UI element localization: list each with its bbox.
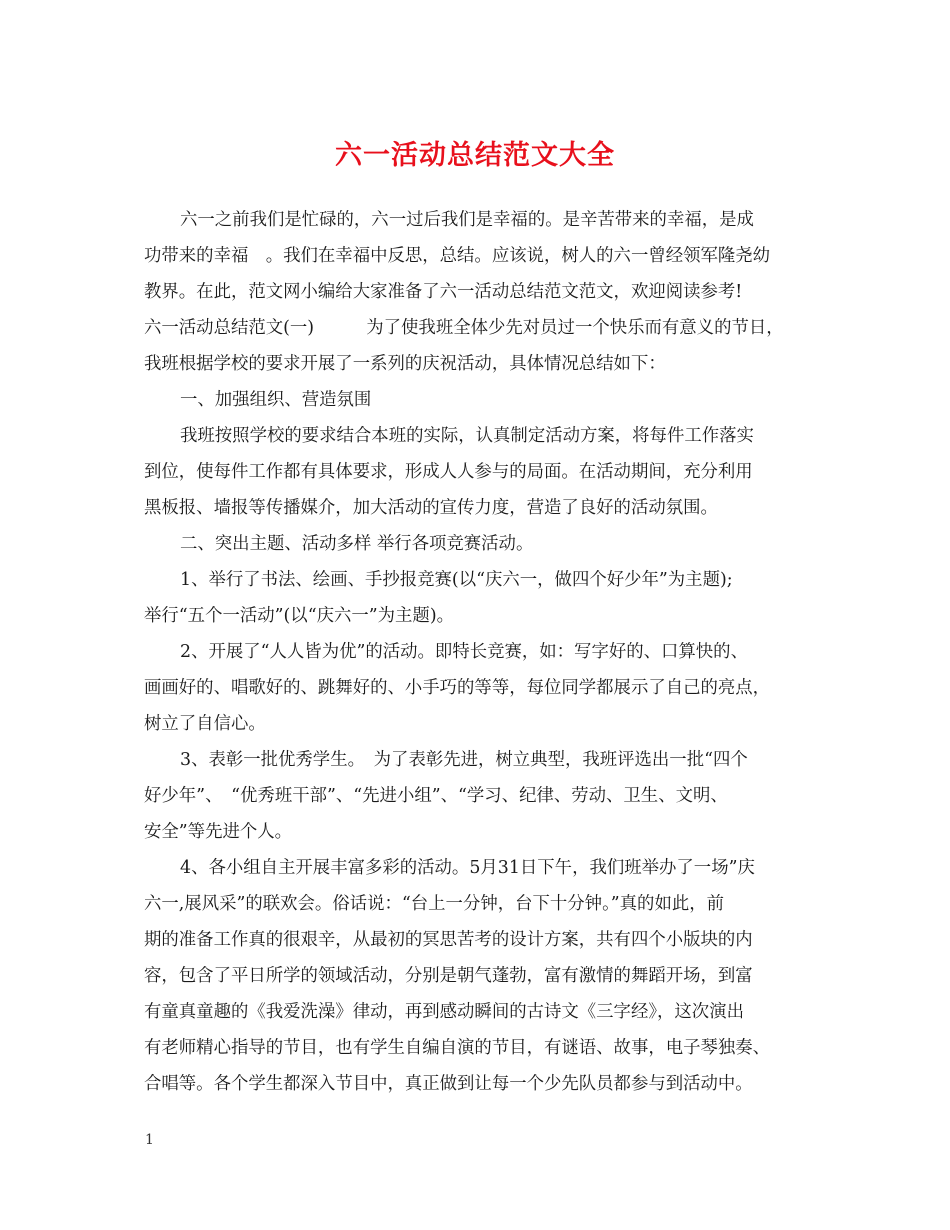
paragraph-line: 六一活动总结范文(一) 为了使我班全体少先对员过一个快乐而有意义的节日， bbox=[144, 318, 784, 338]
paragraph-line: 六一,展风采”的联欢会。俗话说：“台上一分钟，台下十分钟。”真的如此，前 bbox=[144, 894, 725, 914]
paragraph-line: 教界。在此，范文网小编给大家准备了六一活动总结范文范文，欢迎阅读参考! bbox=[144, 282, 743, 302]
paragraph-line: 六一之前我们是忙碌的，六一过后我们是幸福的。是辛苦带来的幸福，是成 bbox=[180, 210, 754, 230]
paragraph-line: 1、举行了书法、绘画、手抄报竞赛(以“庆六一，做四个好少年”为主题); bbox=[180, 570, 733, 590]
paragraph-line: 好少年”、 “优秀班干部”、“先进小组”、“学习、纪律、劳动、卫生、文明、 bbox=[144, 786, 728, 806]
paragraph-line: 2、开展了“人人皆为优”的活动。即特长竞赛，如：写字好的、口算快的、 bbox=[180, 642, 748, 662]
paragraph-line: 有老师精心指导的节目，也有学生自编自演的节目，有谜语、故事，电子琴独奏、 bbox=[144, 1038, 771, 1058]
paragraph-line: 举行“五个一活动”(以“庆六一”为主题)。 bbox=[144, 606, 454, 626]
paragraph-line: 我班按照学校的要求结合本班的实际，认真制定活动方案，将每件工作落实 bbox=[180, 426, 754, 446]
document-title: 六一活动总结范文大全 bbox=[335, 140, 615, 171]
paragraph-line: 功带来的幸福 。我们在幸福中反思，总结。应该说，树人的六一曾经领军隆尧幼 bbox=[144, 246, 771, 266]
paragraph-line: 有童真童趣的《我爱洗澡》律动，再到感动瞬间的古诗文《三字经》，这次演出 bbox=[144, 1002, 744, 1022]
paragraph-line: 4、各小组自主开展丰富多彩的活动。5月31日下午，我们班举办了一场”庆 bbox=[180, 858, 755, 878]
paragraph-line: 黑板报、墙报等传播媒介，加大活动的宣传力度，营造了良好的活动氛围。 bbox=[144, 498, 718, 518]
paragraph-line: 期的准备工作真的很艰辛，从最初的冥思苦考的设计方案，共有四个小版块的内 bbox=[144, 930, 753, 950]
paragraph-line: 到位，使每件工作都有具体要求，形成人人参与的局面。在活动期间，充分利用 bbox=[144, 462, 753, 482]
section-heading: 一、加强组织、营造氛围 bbox=[180, 390, 372, 410]
paragraph-line: 画画好的、唱歌好的、跳舞好的、小手巧的等等，每位同学都展示了自己的亮点， bbox=[144, 678, 771, 698]
paragraph-line: 安全”等先进个人。 bbox=[144, 822, 293, 842]
paragraph-line: 我班根据学校的要求开展了一系列的庆祝活动，具体情况总结如下： bbox=[144, 354, 666, 374]
paragraph-line: 合唱等。各个学生都深入节目中，真正做到让每一个少先队员都参与到活动中。 bbox=[144, 1074, 753, 1094]
section-heading: 二、突出主题、活动多样 举行各项竞赛活动。 bbox=[180, 534, 534, 554]
paragraph-line: 容，包含了平日所学的领域活动，分别是朝气蓬勃，富有激情的舞蹈开场，到富 bbox=[144, 966, 753, 986]
page-number: 1 bbox=[145, 1132, 154, 1148]
paragraph-line: 3、表彰一批优秀学生。 为了表彰先进，树立典型，我班评选出一批“四个 bbox=[180, 750, 748, 770]
paragraph-line: 树立了自信心。 bbox=[144, 714, 266, 734]
